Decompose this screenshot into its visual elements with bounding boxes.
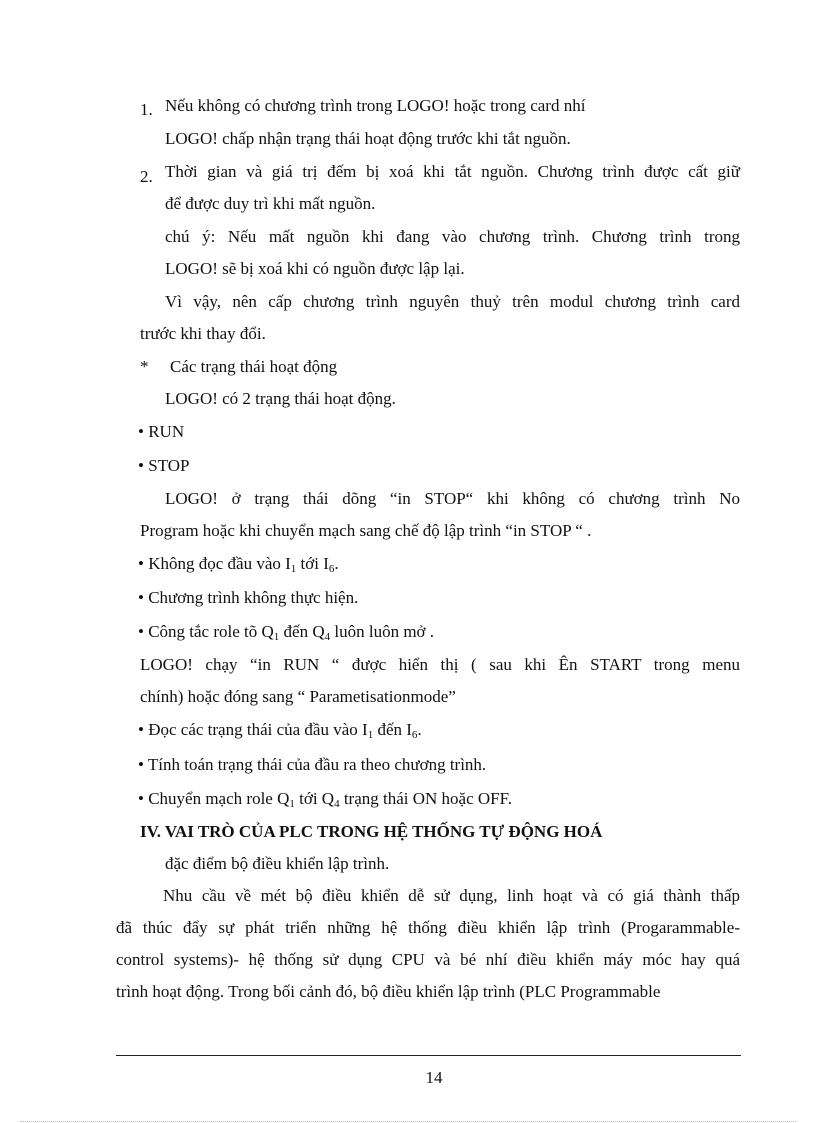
run-para-line1: LOGO! chạy “in RUN “ được hiển thị ( sau khi Ên START trong menu [140,655,740,674]
subheading: đặc điểm bộ điều khiển lập trình. [165,854,390,873]
vi-vay-line1: Vì vậy, nên cấp chương trình nguyên thuỷ trên modul chương trình card [165,292,740,311]
final-para-line3: control systems)- hệ thống sử dụng CPU và bé nhí điều khiển máy móc hay quá [116,950,740,969]
run-bullet-1-text-mid: đến I [373,720,412,739]
stop-bullet-3-text-end: luôn luôn mở . [330,622,435,641]
subscript: 4 [324,631,331,643]
stop-bullet-2-text: Chương trình không thực hiện. [148,588,359,607]
vi-vay-line2: trước khi thay đổi. [140,324,266,343]
bullet-run [138,421,184,443]
subscript: 6 [411,729,418,741]
bullet-run-text: RUN [148,422,185,441]
bullet-icon: • [138,456,144,475]
run-bullet-2-text: Tính toán trạng thái của đầu ra theo chương trình. [147,755,487,774]
bullet-stop [138,455,189,477]
asterisk-marker: * [140,357,149,376]
run-bullet-3-text-mid: tới Q [294,789,335,808]
page-bottom-border [20,1121,796,1122]
section-heading: IV. VAI TRÒ CỦA PLC TRONG HỆ THỐNG TỰ ĐỘNG HOÁ [140,822,603,841]
page-number-container [0,1068,816,1088]
subscript: 1 [273,631,280,643]
stop-bullet-2 [138,587,358,609]
footer-divider [116,1055,741,1056]
subscript: 1 [367,729,374,741]
states-intro: LOGO! có 2 trạng thái hoạt động. [165,389,396,408]
bullet-stop-text: STOP [148,456,190,475]
note-line1: chú ý: Nếu mất nguồn khi đang vào chương trình. Chương trình trong [165,227,740,246]
subscript: 1 [289,798,295,810]
bullet-icon: • [138,755,144,774]
page-number: 14 [425,1068,443,1087]
run-bullet-1 [138,719,422,741]
bullet-icon: • [138,622,144,641]
run-bullet-3-text: Chuyển mạch role Q [148,789,290,808]
stop-bullet-3 [138,621,434,643]
final-para-line4: trình hoạt động. Trong bối cảnh đó, bộ điều khiển lập trình (PLC Programmable [116,982,661,1001]
bullet-icon: • [138,588,144,607]
run-bullet-3-text-end: trạng thái ON hoặc OFF. [339,789,512,808]
item1-line2: LOGO! chấp nhận trạng thái hoạt động trước khi tắt nguồn. [165,129,571,148]
final-para-line2: đã thúc đẩy sự phát triển những hệ thống điều khiển lập trình (Progarammable- [116,918,740,937]
run-bullet-1-text-end: . [417,720,422,739]
list-number-2: 2. [140,167,153,186]
list-number-1: 1. [140,100,153,119]
bullet-icon: • [138,554,144,573]
stop-bullet-1-text-end: . [334,554,339,573]
run-bullet-2 [138,754,486,776]
subscript: 4 [334,798,340,810]
stop-bullet-3-text-mid: đến Q [279,622,325,641]
run-bullet-3 [138,788,512,810]
item1-line1: Nếu không có chương trình trong LOGO! hoặc trong card nhí [165,96,586,115]
run-bullet-1-text: Đọc các trạng thái của đầu vào I [148,720,368,739]
states-heading: Các trạng thái hoạt động [170,357,338,376]
stop-bullet-3-text: Công tắc role tõ Q [148,622,274,641]
run-para-line2: chính) hoặc đóng sang “ Parametisationmode” [140,687,456,706]
final-para-line1: Nhu cầu về mét bộ điều khiển dễ sử dụng, linh hoạt và có giá thành thấp [163,886,740,905]
stop-bullet-1-text-mid: tới I [296,554,329,573]
stop-bullet-1 [138,553,339,575]
note-line2: LOGO! sẽ bị xoá khi có nguồn được lập lại. [165,259,465,278]
item2-line2: để được duy trì khi mất nguồn. [165,194,376,213]
bullet-icon: • [138,789,144,808]
stop-para-line1: LOGO! ở trạng thái dõng “in STOP“ khi không có chương trình No [165,489,740,508]
bullet-icon: • [138,422,144,441]
bullet-icon: • [138,720,144,739]
subscript: 6 [328,563,335,575]
stop-para-line2: Program hoặc khi chuyển mạch sang chế độ lập trình “in STOP “ . [140,521,592,540]
subscript: 1 [290,563,297,575]
stop-bullet-1-text: Không đọc đầu vào I [148,554,291,573]
item2-line1: Thời gian và giá trị đếm bị xoá khi tắt nguồn. Chương trình được cất giữ [165,162,740,181]
